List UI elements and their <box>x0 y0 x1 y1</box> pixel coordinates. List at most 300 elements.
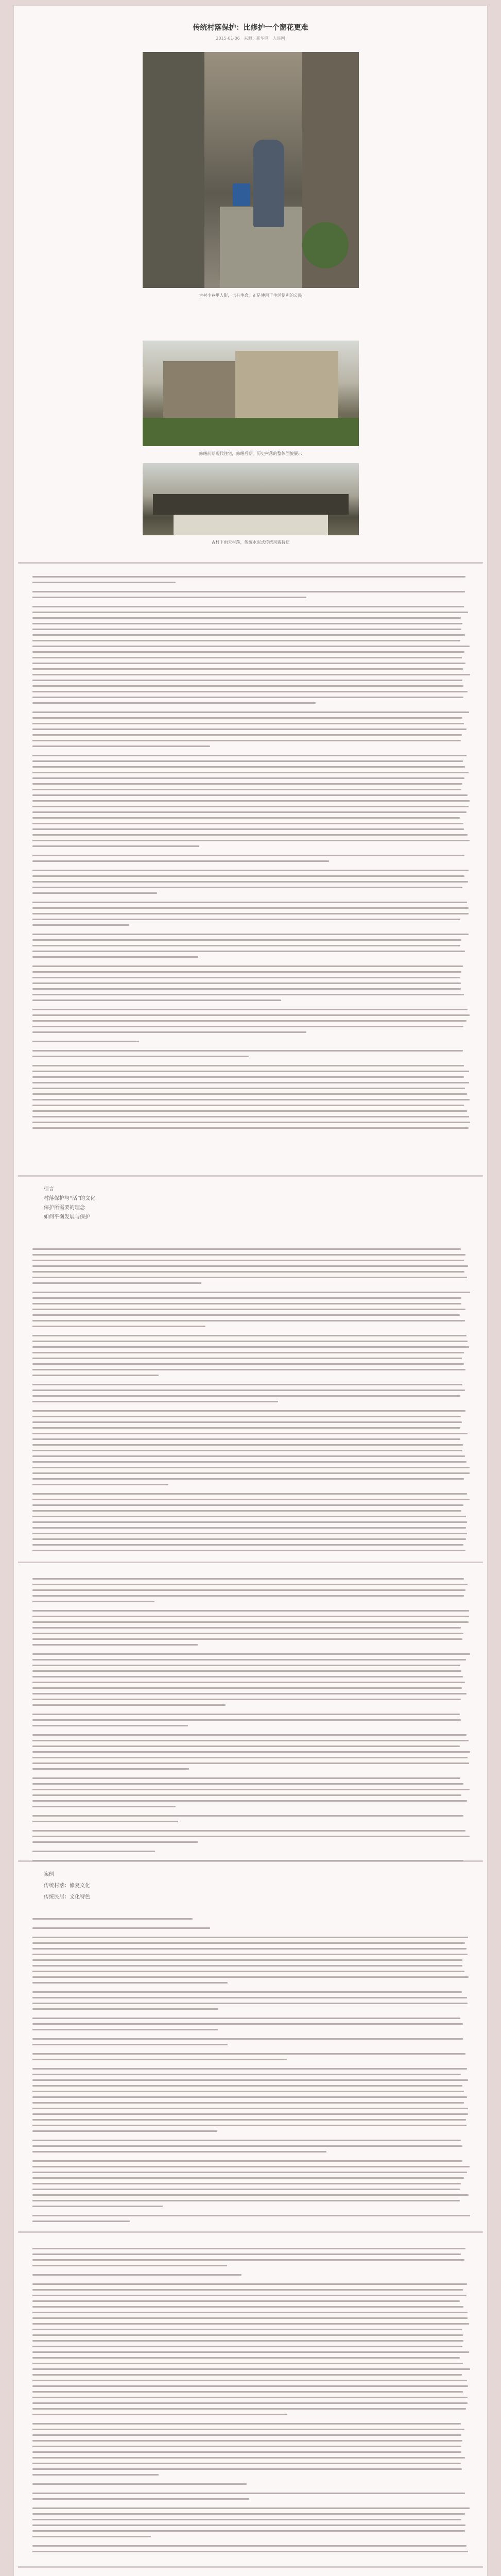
text-line <box>32 1478 464 1480</box>
text-line <box>32 1105 464 1106</box>
text-line <box>32 1056 249 1057</box>
text-line <box>32 2079 468 2081</box>
text-line <box>32 760 463 762</box>
text-line <box>32 2259 464 2261</box>
text-line <box>32 2283 467 2285</box>
text-line <box>32 2493 465 2494</box>
text-line <box>32 2096 467 2098</box>
text-line <box>32 1341 468 1342</box>
text-line <box>32 2380 467 2381</box>
text-line <box>32 800 470 802</box>
text-line <box>32 951 465 952</box>
text-line <box>32 1806 176 1807</box>
text-line <box>32 691 468 692</box>
toc-item: 如何平衡发展与保护 <box>44 1214 90 1220</box>
text-line <box>32 2102 464 2104</box>
article-page <box>13 5 488 2576</box>
text-line <box>32 1265 468 1267</box>
text-line <box>32 1682 465 1683</box>
text-line <box>32 1789 470 1790</box>
text-line <box>32 2513 465 2515</box>
text-line <box>32 1918 193 1920</box>
text-line <box>32 1976 469 1978</box>
text-line <box>32 1821 178 1822</box>
text-line <box>32 2423 461 2425</box>
text-line <box>32 1395 460 1397</box>
text-line <box>32 806 469 807</box>
text-line <box>32 2530 465 2532</box>
text-line <box>32 1450 462 1451</box>
toc-intro: 引言 <box>44 1187 54 1192</box>
photo-caption: 修缮前期现代住宅，修缮后期，历史村落的整体面貌展示 <box>199 451 302 456</box>
text-line <box>32 2457 465 2459</box>
text-line <box>32 1836 470 1837</box>
text-line <box>32 1959 462 1961</box>
text-line <box>32 1751 470 1753</box>
text-line <box>32 1734 467 1736</box>
text-line <box>32 1082 469 1083</box>
section-heading: 传统村落：修复文化 <box>44 1883 90 1889</box>
text-line <box>32 1254 465 1256</box>
text-line <box>32 956 198 958</box>
text-line <box>32 1504 463 1506</box>
text-line <box>32 855 464 856</box>
photo-caption: 古村小巷里人影，也有生命，正是使用于生活便利的公民 <box>199 293 302 298</box>
text-line <box>32 1704 226 1706</box>
text-line <box>32 2545 467 2547</box>
text-line <box>32 2536 151 2537</box>
text-line <box>32 1277 467 1278</box>
text-line <box>32 1292 470 1293</box>
text-line <box>32 2151 326 2153</box>
text-line <box>32 657 462 658</box>
text-line <box>32 1538 466 1540</box>
text-line <box>32 1358 462 1359</box>
section-heading: 案例 <box>44 1872 54 1877</box>
text-line <box>32 2183 461 2184</box>
text-line <box>32 2524 465 2526</box>
house-right <box>235 351 338 418</box>
roof-row <box>153 494 349 515</box>
text-line <box>32 1851 155 1852</box>
section-divider <box>18 1562 483 1563</box>
text-line <box>32 2295 467 2296</box>
text-line <box>32 1389 465 1391</box>
text-line <box>32 1521 467 1523</box>
text-line <box>32 1601 154 1602</box>
text-line <box>32 728 467 730</box>
text-line <box>32 1725 188 1726</box>
text-line <box>32 817 460 819</box>
text-line <box>32 1375 159 1376</box>
garden <box>143 418 359 446</box>
text-line <box>32 834 468 836</box>
elder-figure <box>253 140 284 227</box>
text-line <box>32 1384 462 1385</box>
text-line <box>32 1653 470 1655</box>
text-line <box>32 892 157 894</box>
text-line <box>32 971 461 973</box>
text-line <box>32 1369 465 1370</box>
text-line <box>32 2160 462 2162</box>
text-line <box>32 702 316 704</box>
text-line <box>32 1621 469 1623</box>
text-line <box>32 1687 462 1689</box>
text-line <box>32 2363 463 2364</box>
blue-basket <box>233 183 250 206</box>
text-line <box>32 1421 462 1423</box>
text-line <box>32 685 463 687</box>
text-line <box>32 2206 163 2207</box>
toc-item: 保护所需要的理念 <box>44 1205 85 1211</box>
text-line <box>32 988 461 990</box>
text-line <box>32 1014 470 1016</box>
text-line <box>32 913 469 914</box>
text-line <box>32 772 469 773</box>
section-divider <box>18 1175 483 1177</box>
text-line <box>32 2145 462 2147</box>
text-line <box>32 723 464 724</box>
text-line <box>32 1271 464 1273</box>
text-line <box>32 875 464 877</box>
text-line <box>32 1401 278 1402</box>
text-line <box>32 1954 468 1955</box>
text-line <box>32 2248 465 2249</box>
text-line <box>32 2038 463 2040</box>
text-line <box>32 629 461 630</box>
text-line <box>32 623 462 624</box>
text-line <box>32 1527 466 1529</box>
text-line <box>32 2221 130 2222</box>
text-line <box>32 2463 461 2464</box>
house-left <box>163 361 240 418</box>
text-line <box>32 1516 466 1517</box>
text-line <box>32 999 281 1001</box>
text-line <box>32 2074 461 2075</box>
text-line <box>32 2018 460 2019</box>
text-line <box>32 1438 460 1440</box>
text-line <box>32 2053 465 2055</box>
text-line <box>32 794 468 796</box>
text-line <box>32 1997 467 1998</box>
text-line <box>32 2551 468 2552</box>
text-line <box>32 887 462 888</box>
text-line <box>32 1335 467 1336</box>
text-line <box>32 1768 189 1770</box>
text-line <box>32 1472 470 1474</box>
text-line <box>32 717 462 719</box>
text-line <box>32 2113 468 2115</box>
plant <box>302 222 349 268</box>
text-line <box>32 977 460 978</box>
toc-item: 村落保护与“活”的文化 <box>44 1196 96 1201</box>
text-line <box>32 2519 461 2520</box>
text-line <box>32 2357 460 2359</box>
text-line <box>32 1433 468 1434</box>
text-line <box>32 2044 228 2045</box>
text-line <box>32 2200 460 2201</box>
text-line <box>32 1352 464 1353</box>
text-line <box>32 2351 469 2353</box>
text-line <box>32 1248 461 1250</box>
text-line <box>32 1616 469 1617</box>
village-roofs-photo <box>143 463 359 535</box>
text-line <box>32 860 329 862</box>
text-line <box>32 2215 470 2216</box>
text-line <box>32 1638 462 1640</box>
text-line <box>32 1416 461 1417</box>
text-line <box>32 1841 198 1843</box>
text-line <box>32 881 468 883</box>
text-line <box>32 1410 465 1412</box>
text-line <box>32 2397 468 2398</box>
text-line <box>32 1050 463 1052</box>
text-line <box>32 845 199 847</box>
text-line <box>32 1578 464 1580</box>
text-line <box>32 1783 463 1785</box>
section-divider <box>18 2231 483 2233</box>
text-line <box>32 597 306 598</box>
text-line <box>32 2119 466 2121</box>
text-line <box>32 697 463 698</box>
text-line <box>32 745 210 747</box>
text-line <box>32 1071 469 1072</box>
section-heading: 传统民居：文化特色 <box>44 1894 90 1900</box>
text-line <box>32 1670 461 1672</box>
text-line <box>32 1693 467 1694</box>
text-line <box>32 1093 467 1095</box>
article-meta: 2015-01-06 来源：新华网 人民网 <box>216 36 285 41</box>
text-line <box>32 2008 218 2010</box>
text-line <box>32 783 462 785</box>
text-line <box>32 1099 470 1100</box>
text-line <box>32 2029 218 2030</box>
text-line <box>32 840 470 841</box>
wall-row <box>174 515 328 535</box>
text-line <box>32 2317 468 2319</box>
text-line <box>32 1009 468 1010</box>
text-line <box>32 1860 463 1861</box>
text-line <box>32 1676 463 1677</box>
text-line <box>32 2440 462 2442</box>
text-line <box>32 2408 466 2410</box>
text-line <box>32 2507 470 2509</box>
village-houses-photo <box>143 341 359 446</box>
text-line <box>32 2306 463 2308</box>
text-line <box>32 1644 198 1646</box>
text-line <box>32 1493 467 1495</box>
text-line <box>32 1927 210 1929</box>
text-line <box>32 711 469 713</box>
text-line <box>32 789 461 790</box>
text-line <box>32 1982 228 1984</box>
text-line <box>32 1971 464 1972</box>
text-line <box>32 1757 468 1758</box>
text-line <box>32 734 462 736</box>
text-line <box>32 1584 468 1585</box>
text-line <box>32 766 465 768</box>
text-line <box>32 2329 462 2330</box>
text-line <box>32 1297 461 1299</box>
text-line <box>32 965 463 967</box>
text-line <box>32 2172 467 2173</box>
text-line <box>32 982 461 984</box>
text-line <box>32 663 465 664</box>
section-divider <box>18 562 483 564</box>
text-line <box>32 2340 463 2342</box>
text-line <box>32 1122 470 1123</box>
text-line <box>32 2323 469 2325</box>
text-line <box>32 1510 461 1512</box>
text-line <box>32 680 462 681</box>
text-line <box>32 2374 462 2376</box>
text-line <box>32 907 469 909</box>
text-line <box>32 640 460 641</box>
text-line <box>32 1116 469 1117</box>
text-line <box>32 2334 463 2336</box>
text-line <box>32 1745 460 1747</box>
text-line <box>32 2346 462 2347</box>
text-line <box>32 2003 468 2004</box>
text-line <box>32 2140 461 2141</box>
text-line <box>32 1595 464 1597</box>
article-title: 传统村落保护：比修护一个窗花更难 <box>193 24 308 32</box>
text-line <box>32 1282 201 1284</box>
text-line <box>32 1633 463 1634</box>
text-line <box>32 2385 468 2387</box>
text-line <box>32 606 464 607</box>
text-line <box>32 2483 247 2485</box>
text-line <box>32 1991 462 1993</box>
text-line <box>32 2451 461 2453</box>
text-line <box>32 1550 465 1551</box>
text-line <box>32 674 470 675</box>
text-line <box>32 1041 139 1042</box>
text-line <box>32 2091 464 2092</box>
text-line <box>32 2085 462 2087</box>
text-line <box>32 1326 205 1327</box>
text-line <box>32 1659 466 1660</box>
text-line <box>32 2108 468 2109</box>
text-line <box>32 1031 306 1033</box>
text-line <box>32 2253 461 2255</box>
text-line <box>32 2068 467 2070</box>
text-line <box>32 1777 460 1779</box>
text-line <box>32 1088 465 1089</box>
text-line <box>32 1699 461 1700</box>
text-line <box>32 2402 468 2404</box>
text-line <box>32 2300 460 2302</box>
text-line <box>32 1794 461 1796</box>
text-line <box>32 2368 470 2370</box>
text-line <box>32 1937 468 1938</box>
text-line <box>32 1026 463 1027</box>
text-line <box>32 1942 465 1944</box>
text-line <box>32 1665 460 1666</box>
text-line <box>32 1076 464 1078</box>
text-line <box>32 755 467 756</box>
text-line <box>32 1363 464 1365</box>
text-line <box>32 2125 467 2126</box>
text-line <box>32 612 468 613</box>
text-line <box>32 1589 465 1591</box>
text-line <box>32 651 464 653</box>
text-line <box>32 646 470 647</box>
text-line <box>32 777 464 779</box>
alley-elder-photo <box>143 52 359 288</box>
text-line <box>32 2446 461 2447</box>
text-line <box>32 634 465 636</box>
text-line <box>32 1714 460 1715</box>
photo-caption: 古村下雨天村落，传统水泥式传统风貌特征 <box>211 540 290 545</box>
text-line <box>32 1948 467 1950</box>
text-line <box>32 2434 461 2436</box>
left-wall <box>143 52 204 288</box>
text-line <box>32 1499 470 1500</box>
text-line <box>32 1127 469 1129</box>
text-line <box>32 2177 464 2179</box>
text-line <box>32 576 465 578</box>
text-line <box>32 1461 467 1463</box>
section-divider <box>18 2566 483 2568</box>
text-line <box>32 1800 467 1802</box>
text-line <box>32 1484 168 1485</box>
text-line <box>32 1427 460 1429</box>
text-line <box>32 994 464 995</box>
text-line <box>32 2059 287 2060</box>
text-line <box>32 939 461 941</box>
text-line <box>32 870 469 871</box>
text-line <box>32 934 469 935</box>
text-line <box>32 617 461 619</box>
text-line <box>32 740 461 741</box>
text-line <box>32 2166 470 2167</box>
text-line <box>32 1314 460 1316</box>
text-line <box>32 2189 460 2190</box>
text-line <box>32 945 460 946</box>
text-line <box>32 1830 465 1832</box>
text-line <box>32 924 129 926</box>
text-line <box>32 828 464 830</box>
text-line <box>32 1065 464 1066</box>
text-line <box>32 668 463 670</box>
text-line <box>32 1544 463 1546</box>
text-line <box>32 1719 461 1721</box>
text-line <box>32 2289 463 2291</box>
text-line <box>32 2312 468 2313</box>
text-line <box>32 1020 467 1022</box>
text-line <box>32 1110 467 1112</box>
text-line <box>32 2265 227 2266</box>
text-line <box>32 582 176 583</box>
text-line <box>32 1610 469 1612</box>
text-line <box>32 2130 217 2132</box>
text-line <box>32 2429 464 2430</box>
text-line <box>32 1444 463 1446</box>
text-line <box>32 1762 469 1764</box>
text-line <box>32 1346 469 1348</box>
text-line <box>32 2391 463 2393</box>
text-line <box>32 2414 287 2415</box>
text-line <box>32 2194 469 2196</box>
text-line <box>32 1533 467 1534</box>
text-line <box>32 919 460 920</box>
text-line <box>32 2474 159 2476</box>
text-line <box>32 1303 461 1304</box>
text-line <box>32 2468 462 2470</box>
text-line <box>32 1260 464 1261</box>
text-line <box>32 1320 465 1321</box>
